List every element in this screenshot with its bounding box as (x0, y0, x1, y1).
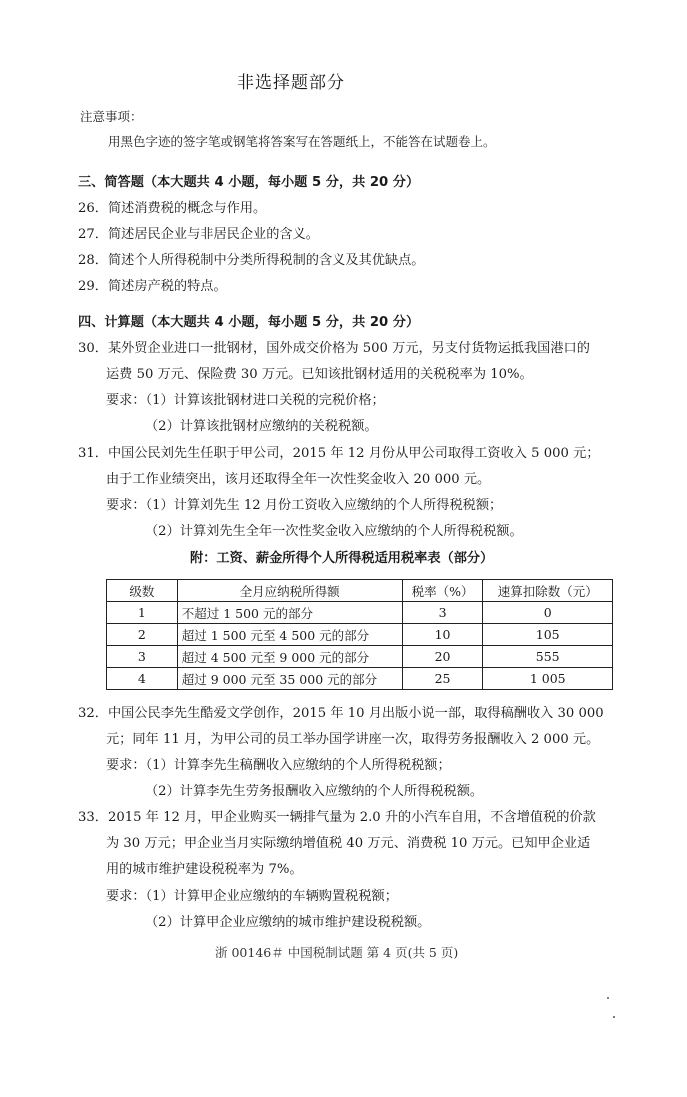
table-row (107, 646, 613, 668)
question-27: 27．简述居民企业与非居民企业的含义。 (78, 227, 319, 242)
table-caption: 附：工资、薪金所得个人所得税适用税率表（部分） (190, 551, 494, 566)
question-32-req1: 要求：（1）计算李先生稿酬收入应缴纳的个人所得税税额； (106, 758, 451, 773)
page-title: 非选择题部分 (237, 73, 345, 93)
question-31-line1: 31．中国公民刘先生任职于甲公司，2015 年 12 月份从甲公司取得工资收入 5 000 元； (78, 446, 600, 461)
question-30-req1: 要求：（1）计算该批钢材进口关税的完税价格； (106, 393, 385, 408)
tax-rate-table (106, 579, 613, 690)
scan-speck (613, 1016, 615, 1018)
cell-rate: 10 (402, 624, 483, 646)
notice-text: 用黑色字迹的签字笔或钢笔将答案写在答题纸上，不能答在试题卷上。 (108, 134, 496, 149)
cell-income: 超过 4 500 元至 9 000 元的部分 (177, 646, 402, 668)
cell-deduction: 1 005 (483, 668, 613, 690)
table-header-row (107, 580, 613, 602)
cell-deduction: 0 (483, 602, 613, 624)
cell-rate: 3 (402, 602, 483, 624)
cell-level: 2 (107, 624, 178, 646)
cell-deduction: 555 (483, 646, 613, 668)
question-33-req1: 要求：（1）计算甲企业应缴纳的车辆购置税税额； (106, 889, 398, 904)
cell-rate: 20 (402, 646, 483, 668)
question-30-req2: （2）计算该批钢材应缴纳的关税税额。 (145, 419, 378, 434)
question-30-line2: 运费 50 万元、保险费 30 万元。已知该批钢材适用的关税税率为 10%。 (106, 367, 533, 382)
cell-income: 不超过 1 500 元的部分 (177, 602, 402, 624)
question-32-line2: 元；同年 11 月，为甲公司的员工举办国学讲座一次，取得劳务报酬收入 2 000 元。 (106, 732, 600, 747)
question-32-line1: 32．中国公民李先生酷爱文学创作，2015 年 10 月出版小说一部，取得稿酬收入 30 000 (78, 706, 604, 721)
question-29: 29．简述房产税的特点。 (78, 279, 227, 294)
question-33-line1: 33．2015 年 12 月，甲企业购买一辆排气量为 2.0 升的小汽车自用，不含增值税的价款 (78, 810, 596, 825)
question-31-line2: 由于工作业绩突出，该月还取得全年一次性奖金收入 20 000 元。 (106, 472, 491, 487)
table-header-deduction: 速算扣除数（元） (483, 580, 613, 602)
question-33-line3: 用的城市维护建设税税率为 7%。 (106, 862, 303, 877)
cell-income: 超过 9 000 元至 35 000 元的部分 (177, 668, 402, 690)
cell-income: 超过 1 500 元至 4 500 元的部分 (177, 624, 402, 646)
table-row (107, 624, 613, 646)
cell-rate: 25 (402, 668, 483, 690)
cell-level: 1 (107, 602, 178, 624)
question-31-req2: （2）计算刘先生全年一次性奖金收入应缴纳的个人所得税税额。 (145, 524, 523, 539)
question-31-req1: 要求：（1）计算刘先生 12 月份工资收入应缴纳的个人所得税税额； (106, 498, 503, 513)
question-33-line2: 为 30 万元；甲企业当月实际缴纳增值税 40 万元、消费税 10 万元。已知甲企业适 (106, 836, 591, 851)
cell-level: 4 (107, 668, 178, 690)
question-32-req2: （2）计算李先生劳务报酬收入应缴纳的个人所得税税额。 (145, 784, 484, 799)
question-33-req2: （2）计算甲企业应缴纳的城市维护建设税税额。 (145, 915, 431, 930)
table-header-rate: 税率（%） (402, 580, 483, 602)
table-row (107, 668, 613, 690)
question-28: 28．简述个人所得税制中分类所得税制的含义及其优缺点。 (78, 253, 425, 268)
page-footer: 浙 00146＃ 中国税制试题 第 4 页(共 5 页) (215, 945, 459, 960)
table-header-income: 全月应纳税所得额 (177, 580, 402, 602)
cell-deduction: 105 (483, 624, 613, 646)
table-row (107, 602, 613, 624)
question-30-line1: 30．某外贸企业进口一批钢材，国外成交价格为 500 万元，另支付货物运抵我国港口的 (78, 341, 590, 356)
scan-speck (607, 997, 609, 999)
cell-level: 3 (107, 646, 178, 668)
notice-label: 注意事项： (80, 109, 143, 124)
section4-heading: 四、计算题（本大题共 4 小题，每小题 5 分，共 20 分） (78, 315, 420, 330)
table-header-level: 级数 (107, 580, 178, 602)
question-26: 26．简述消费税的概念与作用。 (78, 201, 267, 216)
section3-heading: 三、简答题（本大题共 4 小题，每小题 5 分，共 20 分） (78, 175, 420, 190)
